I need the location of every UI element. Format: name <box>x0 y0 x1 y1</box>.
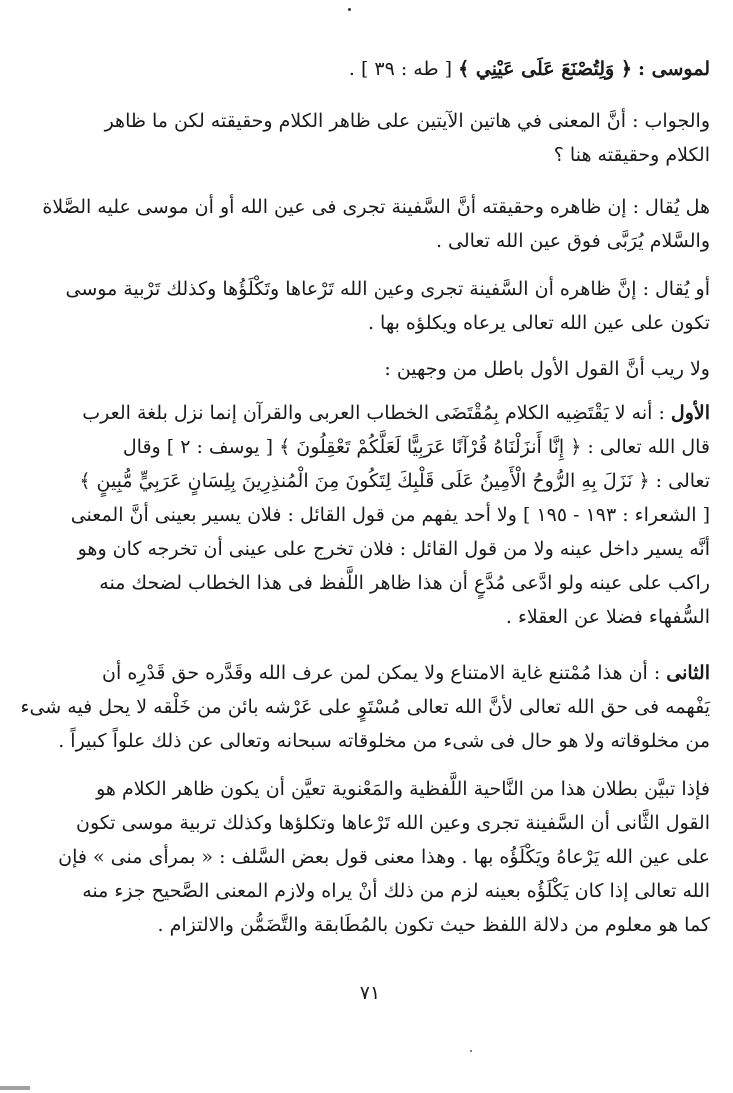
text-line: والجواب : أنَّ المعنى في هاتين الآيتين على ظاهر الكلام وحقيقته لكن ما ظاهر <box>104 110 710 132</box>
text-line: قال الله تعالى : ﴿ إِنَّا أَنزَلْنَاهُ قُرْآنًا عَرَبِيًّا لَعَلَّكُمْ تَعْقِلُونَ ﴾ [ يوسف : ٢ ] وقال <box>122 436 710 458</box>
text-line: [ الشعراء : ١٩٣ - ١٩٥ ] ولا أحد يفهم من قول القائل : فلان يسير بعينى أنَّ المعنى <box>70 504 710 526</box>
text-line: تكون على عين الله تعالى يرعاه ويكلؤه بها . <box>367 312 710 334</box>
text-line <box>92 656 710 690</box>
scan-dot <box>470 1050 472 1052</box>
paragraph-option-one <box>42 190 710 258</box>
text-line: أو يُقال : إنَّ ظاهره أن السَّفينة تجرى وعين الله تَرْعاها وتَكْلَؤُها وكذلك تَرْبية موسى <box>65 278 710 300</box>
scan-edge-mark <box>0 1086 30 1090</box>
paragraph-answer <box>92 104 710 172</box>
text-line: والسَّلام يُرَبَّى فوق عين الله تعالى . <box>435 230 710 252</box>
text-line: القول الثَّانى أن السَّفينة تجرى وعين الله تَرْعاها وتكلؤها وكذلك تربية موسى تكون <box>75 812 710 834</box>
text-line <box>82 396 710 430</box>
first-reason-line-0: : أنه لا يَقْتَضِيه الكلام بِمُقْتَضَى الخطاب العربى والقرآن إنما نزل بلغة العرب <box>82 402 671 424</box>
text-line: فإذا تبيَّن بطلان هذا من النَّاحية اللَّفظية والمَعْنوية تعيَّن أن يكون ظاهر الكلام هو <box>96 778 710 800</box>
text-line: الكلام وحقيقته هنا ؟ <box>553 144 710 166</box>
first-reason-label: الأول <box>670 402 710 424</box>
second-reason-label: الثانى <box>666 662 710 684</box>
text-line: تعالى : ﴿ نَزَلَ بِهِ الرُّوحُ الْأَمِينُ عَلَى قَلْبِكَ لِتَكُونَ مِنَ الْمُنذِرِينَ بِلِسَانٍ عَرَبِيٍّ مُّبِينٍ ﴾ <box>79 470 710 492</box>
text-line: الله تعالى إذا كان يَكْلَؤُه بعينه لزم من ذلك أنْ يراه ولازم المعنى الصَّحيح جزء منه <box>82 880 710 902</box>
text-line: ولا ريب أنَّ القول الأول باطل من وجهين : <box>384 358 710 380</box>
header-ref: [ طه : ٣٩ ] . <box>348 58 453 80</box>
text-line: كما هو معلوم من دلالة اللفظ حيث تكون بالمُطَابقة والتَّضَمُّن والالتزام . <box>157 914 710 936</box>
header-line <box>92 52 710 86</box>
paragraph-first-reason <box>70 396 710 634</box>
paragraph-conclusion <box>58 772 710 942</box>
paragraph-option-two <box>65 272 710 340</box>
text-line: على عين الله يَرْعاهُ ويَكْلَؤُه بها . وهذا معنى قول بعض السَّلف : « بمرأى منى » فإن <box>58 846 710 868</box>
header-verse: ﴿ وَلِتُصْنَعَ عَلَى عَيْنِي ﴾ <box>458 58 632 80</box>
header-lead: لموسى : <box>638 58 710 80</box>
text-line: راكب على عينه ولو ادَّعى مُدَّعٍ أن هذا ظاهر اللَّفظ فى هذا الخطاب لضحك منه <box>99 572 710 594</box>
header-line-text <box>92 52 710 86</box>
text-line: أنَّه يسير داخل عينه ولا من قول القائل : فلان تخرج على عينى أن تخرجه كان وهو <box>77 538 710 560</box>
paragraph-second-reason <box>20 656 710 758</box>
text-line: هل يُقال : إن ظاهره وحقيقته أنَّ السَّفينة تجرى فى عين الله أو أن موسى عليه الصَّلاة <box>42 196 710 218</box>
paragraph-no-doubt <box>92 352 710 386</box>
second-reason-line-0: : أن هذا مُمْتنع غاية الامتناع ولا يمكن لمن عرف الله وقَدَّره حق قَدْرِه أن <box>102 662 667 684</box>
scan-dot <box>348 8 351 11</box>
page-number: ٧١ <box>359 982 381 1004</box>
text-line: يَفْهمه فى حق الله تعالى لأنَّ الله تعالى مُسْتَوٍ على عَرْشه بائن من خَلْقه لا يحل فيه شىء <box>20 696 710 718</box>
text-line: من مخلوقاته ولا هو حال فى شىء من مخلوقاته سبحانه وتعالى عن ذلك علواً كبيراً . <box>58 730 710 752</box>
text-line: السُّفهاء فضلا عن العقلاء . <box>505 606 710 628</box>
